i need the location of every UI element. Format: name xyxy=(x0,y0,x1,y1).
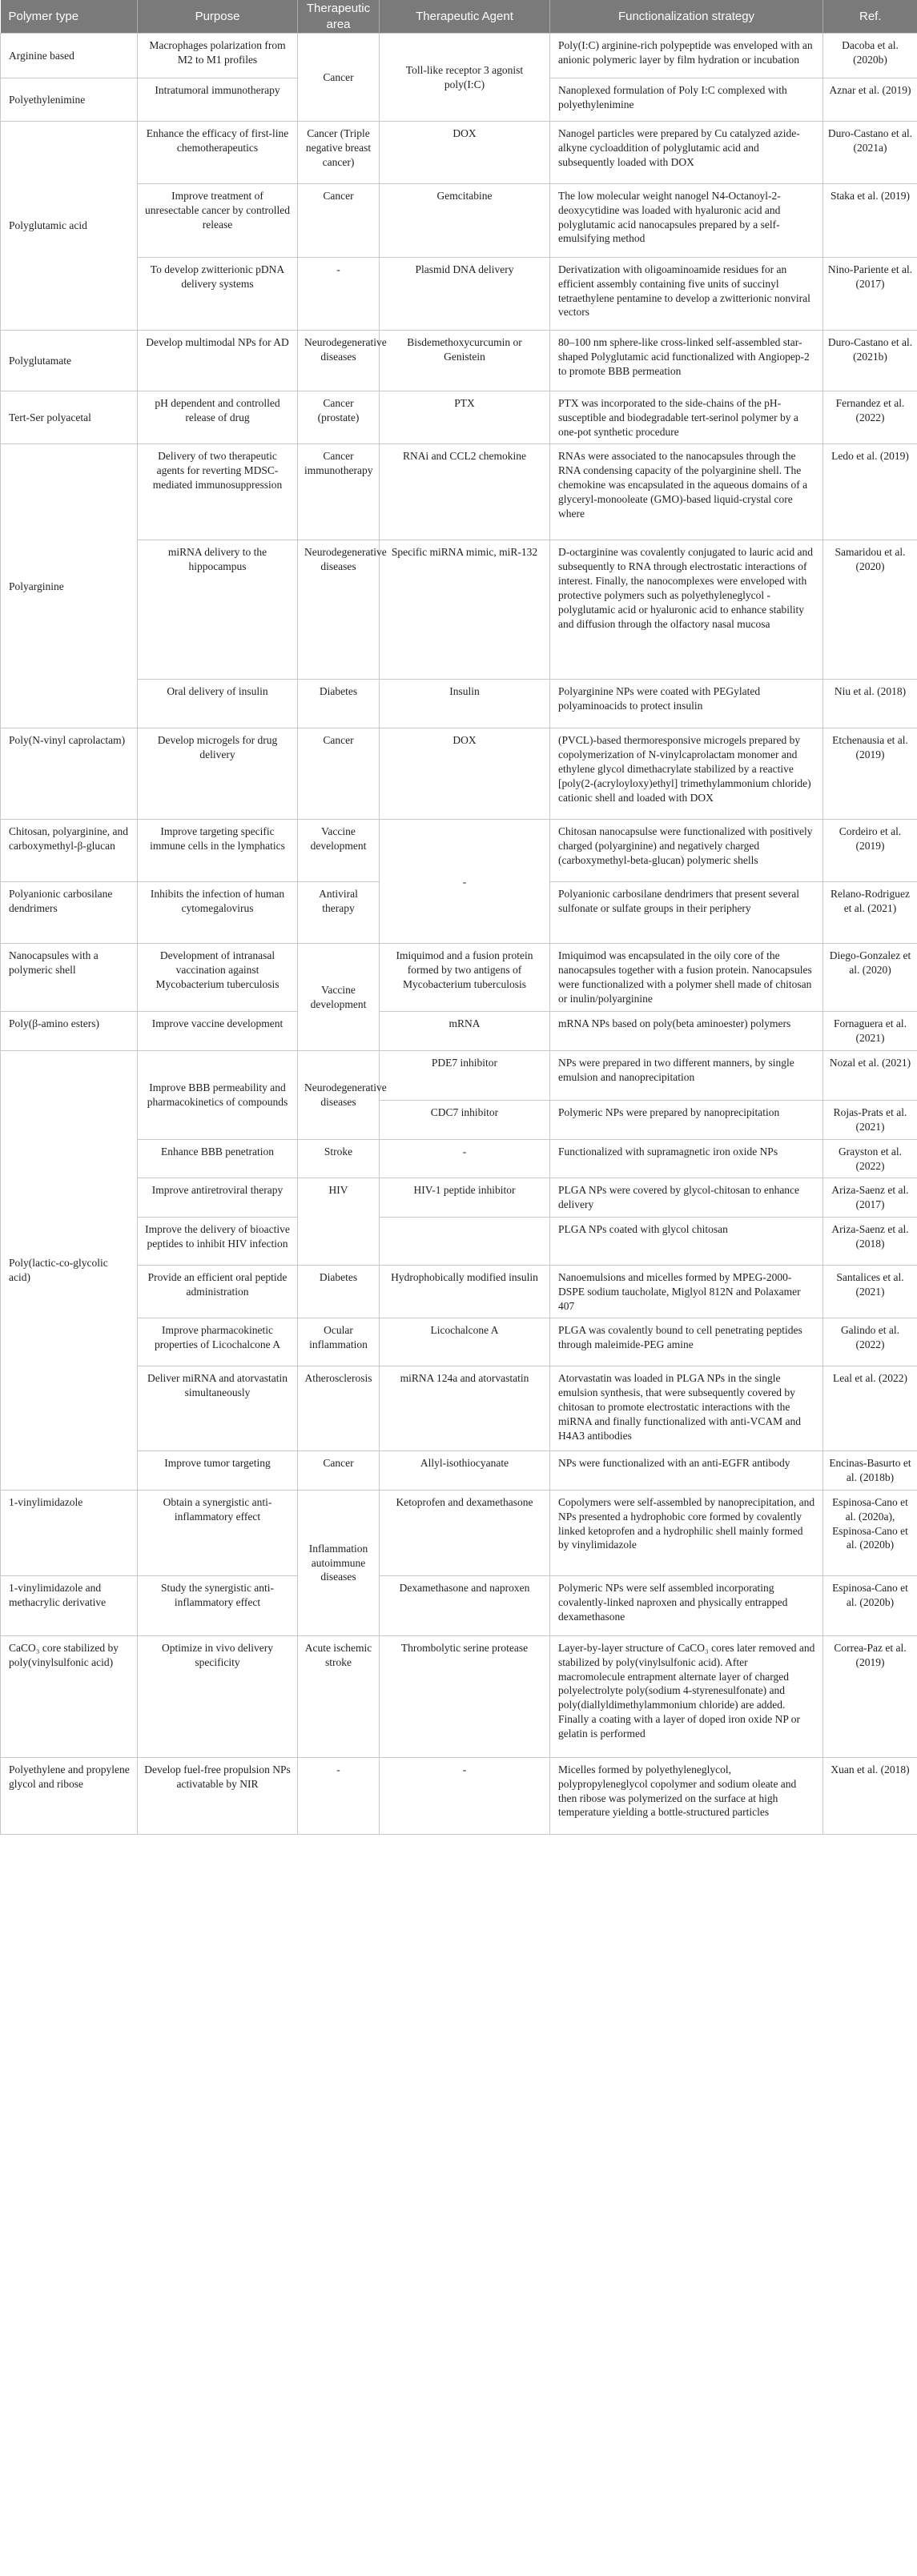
table-row xyxy=(1,1012,917,1051)
cell-area: Vaccine development xyxy=(298,944,380,1051)
cell-agent: Toll-like receptor 3 agonist poly(I:C) xyxy=(380,34,550,122)
cell-strategy: Layer-by-layer structure of CaCO₃ cores later removed and stabilized by poly(vinylsulfonic acid). After macromolecule entrapment alternate layer of charged polyelectrolyte poly(sodium 4-styrenesulfonate) and poly(diallyldimethylammonium chloride) are added. Finally a coating with a layer of doped iron oxide NP or gelatin is performed xyxy=(550,1636,823,1758)
cell-area: HIV xyxy=(298,1178,380,1266)
cell-strategy: Atorvastatin was loaded in PLGA NPs in the single emulsion synthesis, that were subsequently covered by chitosan to promote electrostatic interactions with the miRNA and finally functionalized with anti-VCAM and H4A3 antibodies xyxy=(550,1366,823,1451)
cell-strategy: NPs were prepared in two different manners, by single emulsion and nanoprecipitation xyxy=(550,1051,823,1101)
cell-agent: mRNA xyxy=(380,1012,550,1051)
cell-area: Cancer (Triple negative breast cancer) xyxy=(298,122,380,184)
cell-agent: HIV-1 peptide inhibitor xyxy=(380,1178,550,1218)
cell-area: Inflammation autoimmune diseases xyxy=(298,1491,380,1636)
cell-ref: Rojas-Prats et al. (2021) xyxy=(823,1101,917,1140)
cell-agent: - xyxy=(380,1758,550,1835)
table-row xyxy=(1,1217,917,1265)
table-row xyxy=(1,122,917,184)
table-row xyxy=(1,1576,917,1636)
cell-strategy: mRNA NPs based on poly(beta aminoester) polymers xyxy=(550,1012,823,1051)
cell-polymer: Polyarginine xyxy=(1,444,138,728)
cell-strategy: NPs were functionalized with an anti-EGFR antibody xyxy=(550,1451,823,1491)
table-row xyxy=(1,444,917,540)
cell-strategy: PLGA NPs were covered by glycol-chitosan to enhance delivery xyxy=(550,1178,823,1218)
cell-agent: CDC7 inhibitor xyxy=(380,1101,550,1140)
cell-strategy: PLGA was covalently bound to cell penetrating peptides through maleimide-PEG amine xyxy=(550,1318,823,1366)
cell-ref: Duro-Castano et al. (2021a) xyxy=(823,122,917,184)
cell-ref: Santalices et al. (2021) xyxy=(823,1265,917,1318)
cell-ref: Staka et al. (2019) xyxy=(823,184,917,258)
cell-area: Atherosclerosis xyxy=(298,1366,380,1451)
cell-area: Ocular inflammation xyxy=(298,1318,380,1366)
cell-agent: Allyl-isothiocyanate xyxy=(380,1451,550,1491)
cell-area: - xyxy=(298,258,380,331)
cell-ref: Galindo et al. (2022) xyxy=(823,1318,917,1366)
table-row xyxy=(1,331,917,391)
cell-area: Antiviral therapy xyxy=(298,882,380,944)
cell-polymer: Polyglutamic acid xyxy=(1,122,138,331)
cell-polymer: Poly(N-vinyl caprolactam) xyxy=(1,728,138,820)
cell-strategy: Poly(I:C) arginine-rich polypeptide was enveloped with an anionic polymeric layer by film hydration or incubation xyxy=(550,34,823,78)
cell-polymer: Polyglutamate xyxy=(1,331,138,391)
table-row xyxy=(1,944,917,1012)
cell-strategy: Nanogel particles were prepared by Cu catalyzed azide-alkyne cycloaddition of polyglutamic acid and subsequently loaded with DOX xyxy=(550,122,823,184)
cell-purpose: Enhance the efficacy of first-line chemotherapeutics xyxy=(138,122,298,184)
cell-purpose: Improve vaccine development xyxy=(138,1012,298,1051)
cell-ref: Ariza-Saenz et al. (2018) xyxy=(823,1217,917,1265)
table-row xyxy=(1,1265,917,1318)
cell-purpose: Delivery of two therapeutic agents for reverting MDSC-mediated immunosuppression xyxy=(138,444,298,540)
cell-ref: Espinosa-Cano et al. (2020b) xyxy=(823,1576,917,1636)
cell-purpose: Optimize in vivo delivery specificity xyxy=(138,1636,298,1758)
header-polymer-type: Polymer type xyxy=(1,0,138,34)
cell-area: Neurodegenerative diseases xyxy=(298,540,380,680)
table-row xyxy=(1,1636,917,1758)
cell-purpose: Develop multimodal NPs for AD xyxy=(138,331,298,391)
table-row xyxy=(1,258,917,331)
cell-polymer: CaCO₃ core stabilized by poly(vinylsulfonic acid) xyxy=(1,1636,138,1758)
cell-strategy: Imiquimod was encapsulated in the oily core of the nanocapsules together with a fusion protein. Nanocapsules were functionalized with a polymer shell made of chitosan or inulin/polyarginine xyxy=(550,944,823,1012)
cell-area: Cancer xyxy=(298,728,380,820)
cell-agent: PTX xyxy=(380,391,550,444)
cell-ref: Diego-Gonzalez et al. (2020) xyxy=(823,944,917,1012)
cell-ref: Ariza-Saenz et al. (2017) xyxy=(823,1178,917,1218)
header-purpose: Purpose xyxy=(138,0,298,34)
cell-strategy: Polymeric NPs were prepared by nanoprecipitation xyxy=(550,1101,823,1140)
table-row xyxy=(1,820,917,882)
cell-agent: Specific miRNA mimic, miR-132 xyxy=(380,540,550,680)
cell-strategy: Derivatization with oligoaminoamide residues for an efficient assembly containing five units of succinyl tetraethylene pentamine to develop a zwitterionic nonviral vectors xyxy=(550,258,823,331)
table-row xyxy=(1,1491,917,1576)
cell-ref: Xuan et al. (2018) xyxy=(823,1758,917,1835)
cell-ref: Nozal et al. (2021) xyxy=(823,1051,917,1101)
cell-strategy: Nanoemulsions and micelles formed by MPEG-2000-DSPE sodium taucholate, Miglyol 812N and Polaxamer 407 xyxy=(550,1265,823,1318)
cell-purpose: miRNA delivery to the hippocampus xyxy=(138,540,298,680)
cell-polymer: Tert-Ser polyacetal xyxy=(1,391,138,444)
cell-agent: - xyxy=(380,820,550,944)
cell-agent xyxy=(380,1217,550,1265)
cell-strategy: Nanoplexed formulation of Poly I:C complexed with polyethylenimine xyxy=(550,78,823,122)
cell-purpose: Development of intranasal vaccination against Mycobacterium tuberculosis xyxy=(138,944,298,1012)
cell-strategy: 80–100 nm sphere-like cross-linked self-assembled star-shaped Polyglutamic acid functionalized with Angiopep-2 to promote BBB permeation xyxy=(550,331,823,391)
cell-agent: Bisdemethoxycurcumin or Genistein xyxy=(380,331,550,391)
cell-ref: Relano-Rodriguez et al. (2021) xyxy=(823,882,917,944)
table-row xyxy=(1,1758,917,1835)
cell-ref: Niu et al. (2018) xyxy=(823,680,917,728)
cell-purpose: Improve the delivery of bioactive peptides to inhibit HIV infection xyxy=(138,1217,298,1265)
cell-polymer: Nanocapsules with a polymeric shell xyxy=(1,944,138,1012)
cell-ref: Ledo et al. (2019) xyxy=(823,444,917,540)
cell-agent: Insulin xyxy=(380,680,550,728)
cell-area: Stroke xyxy=(298,1139,380,1178)
cell-area: Cancer (prostate) xyxy=(298,391,380,444)
cell-purpose: Improve pharmacokinetic properties of Licochalcone A xyxy=(138,1318,298,1366)
cell-agent: Thrombolytic serine protease xyxy=(380,1636,550,1758)
cell-area: - xyxy=(298,1758,380,1835)
cell-purpose: Improve treatment of unresectable cancer by controlled release xyxy=(138,184,298,258)
table-row xyxy=(1,540,917,680)
cell-purpose: Macrophages polarization from M2 to M1 profiles xyxy=(138,34,298,78)
cell-purpose: Oral delivery of insulin xyxy=(138,680,298,728)
cell-strategy: (PVCL)-based thermoresponsive microgels prepared by copolymerization of N-vinylcaprolactam monomer and ethylene glycol dimethacrylate stabilized by a reactive [poly(2-(acryloyloxy)ethyl] trimethylammonium chloride) cationic shell and loaded with DOX xyxy=(550,728,823,820)
cell-agent: Licochalcone A xyxy=(380,1318,550,1366)
table-row xyxy=(1,1178,917,1218)
cell-agent: RNAi and CCL2 chemokine xyxy=(380,444,550,540)
cell-purpose: Deliver miRNA and atorvastatin simultaneously xyxy=(138,1366,298,1451)
cell-purpose: Improve targeting specific immune cells in the lymphatics xyxy=(138,820,298,882)
cell-ref: Grayston et al. (2022) xyxy=(823,1139,917,1178)
cell-area: Diabetes xyxy=(298,1265,380,1318)
cell-polymer: 1-vinylimidazole xyxy=(1,1491,138,1576)
cell-area: Neurodegenerative diseases xyxy=(298,1051,380,1140)
cell-strategy: Polyanionic carbosilane dendrimers that present several sulfonate or sulfate groups in their periphery xyxy=(550,882,823,944)
cell-ref: Samaridou et al. (2020) xyxy=(823,540,917,680)
cell-ref: Fornaguera et al. (2021) xyxy=(823,1012,917,1051)
cell-polymer: Polyethylene and propylene glycol and ribose xyxy=(1,1758,138,1835)
header-therapeutic-agent: Therapeutic Agent xyxy=(380,0,550,34)
cell-strategy: PTX was incorporated to the side-chains of the pH-susceptible and biodegradable tert-serinol polymer by a one-pot synthetic procedure xyxy=(550,391,823,444)
header-functionalization-strategy: Functionalization strategy xyxy=(550,0,823,34)
cell-polymer: Polyethylenimine xyxy=(1,78,138,122)
cell-area: Cancer xyxy=(298,1451,380,1491)
cell-agent: DOX xyxy=(380,728,550,820)
table-row xyxy=(1,391,917,444)
cell-purpose: Intratumoral immunotherapy xyxy=(138,78,298,122)
cell-agent: Ketoprofen and dexamethasone xyxy=(380,1491,550,1576)
cell-strategy: Copolymers were self-assembled by nanoprecipitation, and NPs presented a hydrophobic core formed by covalently linked ketoprofen and a hydrophilic shell mainly formed by vinylimidazole xyxy=(550,1491,823,1576)
cell-area: Cancer immunotherapy xyxy=(298,444,380,540)
cell-ref: Leal et al. (2022) xyxy=(823,1366,917,1451)
cell-ref: Aznar et al. (2019) xyxy=(823,78,917,122)
cell-agent: Dexamethasone and naproxen xyxy=(380,1576,550,1636)
cell-strategy: The low molecular weight nanogel N4-Octanoyl-2-deoxycytidine was loaded with hyaluronic acid and polyglutamic acid nanocapsules prepared by a self-emulsifying method xyxy=(550,184,823,258)
cell-area: Neurodegenerative diseases xyxy=(298,331,380,391)
cell-area: Cancer xyxy=(298,34,380,122)
cell-agent: Imiquimod and a fusion protein formed by two antigens of Mycobacterium tuberculosis xyxy=(380,944,550,1012)
table-row xyxy=(1,680,917,728)
cell-agent: miRNA 124a and atorvastatin xyxy=(380,1366,550,1451)
cell-purpose: Develop fuel-free propulsion NPs activatable by NIR xyxy=(138,1758,298,1835)
cell-strategy: D-octarginine was covalently conjugated to lauric acid and subsequently to RNA through electrostatic interactions of interest. Finally, the nanocomplexes were enveloped with protective polymers such as polyethyleneglycol - polyglutamic acid or hyaluronic acid to enhance stability and diffusion through the olfactory nasal mucosa xyxy=(550,540,823,680)
header-row xyxy=(1,0,917,34)
cell-purpose: Obtain a synergistic anti-inflammatory effect xyxy=(138,1491,298,1576)
table-row xyxy=(1,34,917,78)
cell-ref: Espinosa-Cano et al. (2020a), Espinosa-Cano et al. (2020b) xyxy=(823,1491,917,1576)
cell-purpose: Inhibits the infection of human cytomegalovirus xyxy=(138,882,298,944)
cell-area: Cancer xyxy=(298,184,380,258)
cell-agent: Hydrophobically modified insulin xyxy=(380,1265,550,1318)
cell-strategy: Chitosan nanocapsulse were functionalized with positively charged (polyarginine) and negatively charged (carboxymethyl-beta-glucan) polymeric shells xyxy=(550,820,823,882)
cell-purpose: Develop microgels for drug delivery xyxy=(138,728,298,820)
cell-ref: Dacoba et al. (2020b) xyxy=(823,34,917,78)
table-row xyxy=(1,1051,917,1101)
table-row xyxy=(1,728,917,820)
cell-strategy: Polyarginine NPs were coated with PEGylated polyaminoacids to protect insulin xyxy=(550,680,823,728)
cell-purpose: Improve BBB permeability and pharmacokinetics of compounds xyxy=(138,1051,298,1140)
cell-purpose: Improve antiretroviral therapy xyxy=(138,1178,298,1218)
cell-strategy: PLGA NPs coated with glycol chitosan xyxy=(550,1217,823,1265)
cell-polymer: Poly(lactic-co-glycolic acid) xyxy=(1,1051,138,1491)
cell-strategy: RNAs were associated to the nanocapsules through the RNA condensing capacity of the polyarginine shell. The chemokine was encapsulated in the aqueous domains of a glyceryl-monooleate (GMO)-based liquid-crystal core where xyxy=(550,444,823,540)
cell-agent: PDE7 inhibitor xyxy=(380,1051,550,1101)
cell-ref: Etchenausia et al. (2019) xyxy=(823,728,917,820)
cell-polymer: Poly(β-amino esters) xyxy=(1,1012,138,1051)
cell-agent: Plasmid DNA delivery xyxy=(380,258,550,331)
header-therapeutic-area: Therapeutic area xyxy=(298,0,380,34)
cell-purpose: pH dependent and controlled release of drug xyxy=(138,391,298,444)
cell-agent: Gemcitabine xyxy=(380,184,550,258)
table-row xyxy=(1,1366,917,1451)
cell-ref: Encinas-Basurto et al. (2018b) xyxy=(823,1451,917,1491)
table-row xyxy=(1,184,917,258)
cell-strategy: Micelles formed by polyethyleneglycol, polypropyleneglycol copolymer and sodium oleate and then ribose was polymerized on the surface at high temperature yielding a bottle-structured particles xyxy=(550,1758,823,1835)
cell-agent: - xyxy=(380,1139,550,1178)
cell-purpose: Enhance BBB penetration xyxy=(138,1139,298,1178)
cell-polymer: 1-vinylimidazole and methacrylic derivative xyxy=(1,1576,138,1636)
cell-purpose: Provide an efficient oral peptide administration xyxy=(138,1265,298,1318)
cell-ref: Fernandez et al. (2022) xyxy=(823,391,917,444)
cell-agent: DOX xyxy=(380,122,550,184)
cell-strategy: Polymeric NPs were self assembled incorporating covalently-linked naproxen and physically entrapped dexamethasone xyxy=(550,1576,823,1636)
header-ref: Ref. xyxy=(823,0,917,34)
table-row xyxy=(1,1139,917,1178)
cell-polymer: Chitosan, polyarginine, and carboxymethyl-β-glucan xyxy=(1,820,138,882)
cell-ref: Cordeiro et al. (2019) xyxy=(823,820,917,882)
cell-polymer: Arginine based xyxy=(1,34,138,78)
cell-area: Acute ischemic stroke xyxy=(298,1636,380,1758)
cell-ref: Nino-Pariente et al. (2017) xyxy=(823,258,917,331)
cell-purpose: Improve tumor targeting xyxy=(138,1451,298,1491)
cell-ref: Duro-Castano et al. (2021b) xyxy=(823,331,917,391)
table-row xyxy=(1,1451,917,1491)
cell-purpose: To develop zwitterionic pDNA delivery systems xyxy=(138,258,298,331)
cell-purpose: Study the synergistic anti-inflammatory effect xyxy=(138,1576,298,1636)
table-row xyxy=(1,1318,917,1366)
cell-area: Diabetes xyxy=(298,680,380,728)
cell-strategy: Functionalized with supramagnetic iron oxide NPs xyxy=(550,1139,823,1178)
cell-polymer: Polyanionic carbosilane dendrimers xyxy=(1,882,138,944)
cell-ref: Correa-Paz et al. (2019) xyxy=(823,1636,917,1758)
cell-area: Vaccine development xyxy=(298,820,380,882)
